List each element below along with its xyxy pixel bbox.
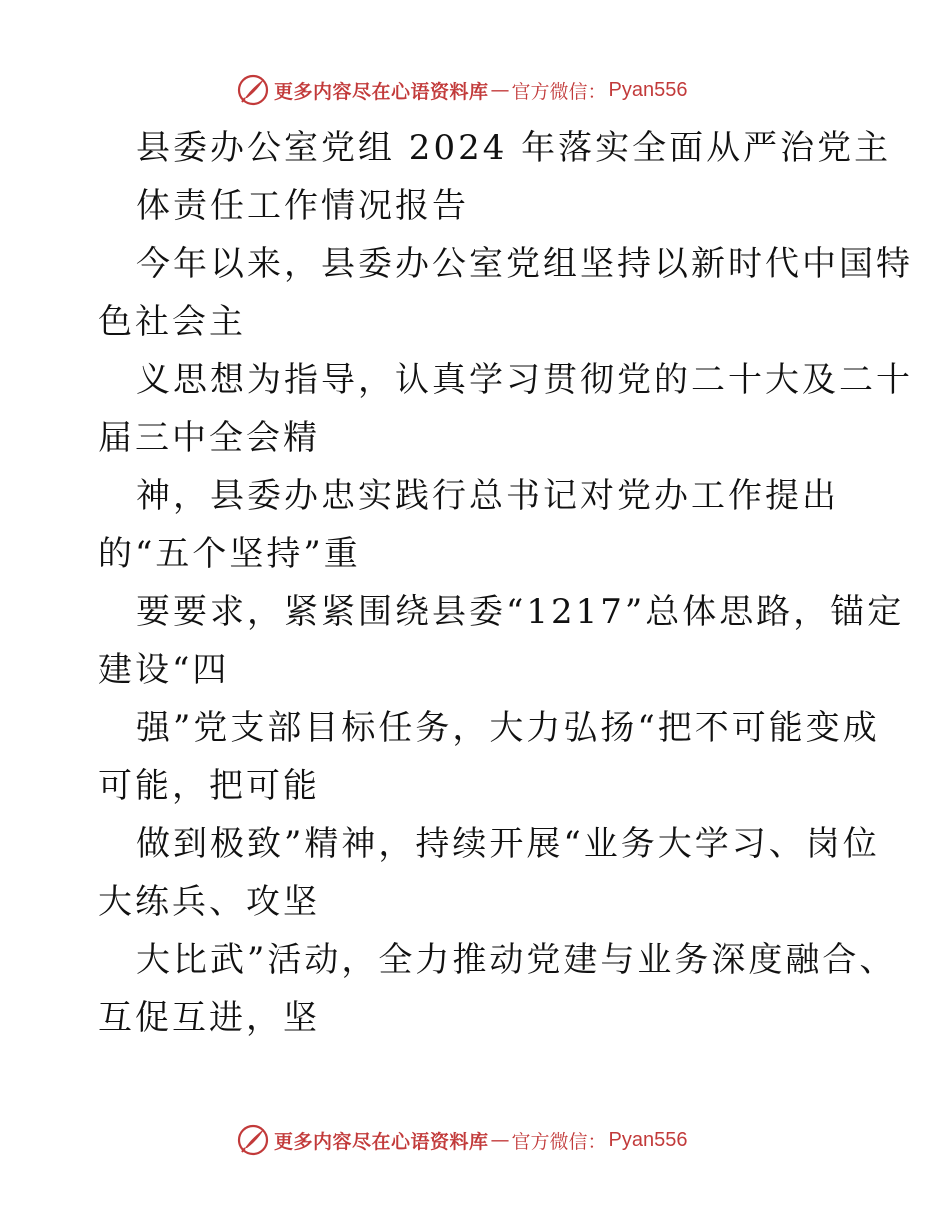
body-line: 今年以来，县委办公室党组坚持以新时代中国特 [136, 244, 913, 284]
title-line-1: 县委办公室党组 2024 年落实全面从严治党主 [136, 128, 892, 168]
body-line: 的“五个坚持”重 [98, 534, 361, 574]
body-line: 建设“四 [98, 650, 230, 690]
watermark-site-text: 更多内容尽在心语资料库 [274, 1130, 489, 1153]
body-line: 做到极致”精神，持续开展“业务大学习、岗位 [136, 824, 880, 864]
header-watermark [236, 72, 716, 108]
body-line: 可能，把可能 [98, 766, 320, 806]
watermark-wechat-id: Pyan556 [608, 78, 688, 101]
quill-logo-icon [236, 73, 270, 107]
watermark-wechat-id: Pyan556 [608, 1128, 688, 1151]
watermark-wechat-label: 官方微信： [511, 1130, 607, 1153]
watermark-site-text: 更多内容尽在心语资料库 [274, 80, 489, 103]
watermark-dash: — [490, 79, 510, 101]
quill-logo-icon [236, 1123, 270, 1157]
body-line: 强”党支部目标任务，大力弘扬“把不可能变成 [136, 708, 880, 748]
body-line: 色社会主 [98, 302, 246, 342]
title-line-2: 体责任工作情况报告 [136, 186, 469, 226]
body-line: 大练兵、攻坚 [98, 882, 320, 922]
body-line: 神，县委办忠实践行总书记对党办工作提出 [136, 476, 839, 516]
body-line: 义思想为指导，认真学习贯彻党的二十大及二十 [136, 360, 913, 400]
footer-watermark [236, 1122, 716, 1158]
watermark-dash: — [490, 1129, 510, 1151]
body-line: 大比武”活动，全力推动党建与业务深度融合、 [136, 940, 897, 980]
body-line: 届三中全会精 [98, 418, 320, 458]
body-line: 要要求，紧紧围绕县委“1217”总体思路，锚定 [136, 592, 905, 632]
watermark-wechat-label: 官方微信： [511, 80, 607, 103]
body-line: 互促互进，坚 [98, 998, 320, 1038]
